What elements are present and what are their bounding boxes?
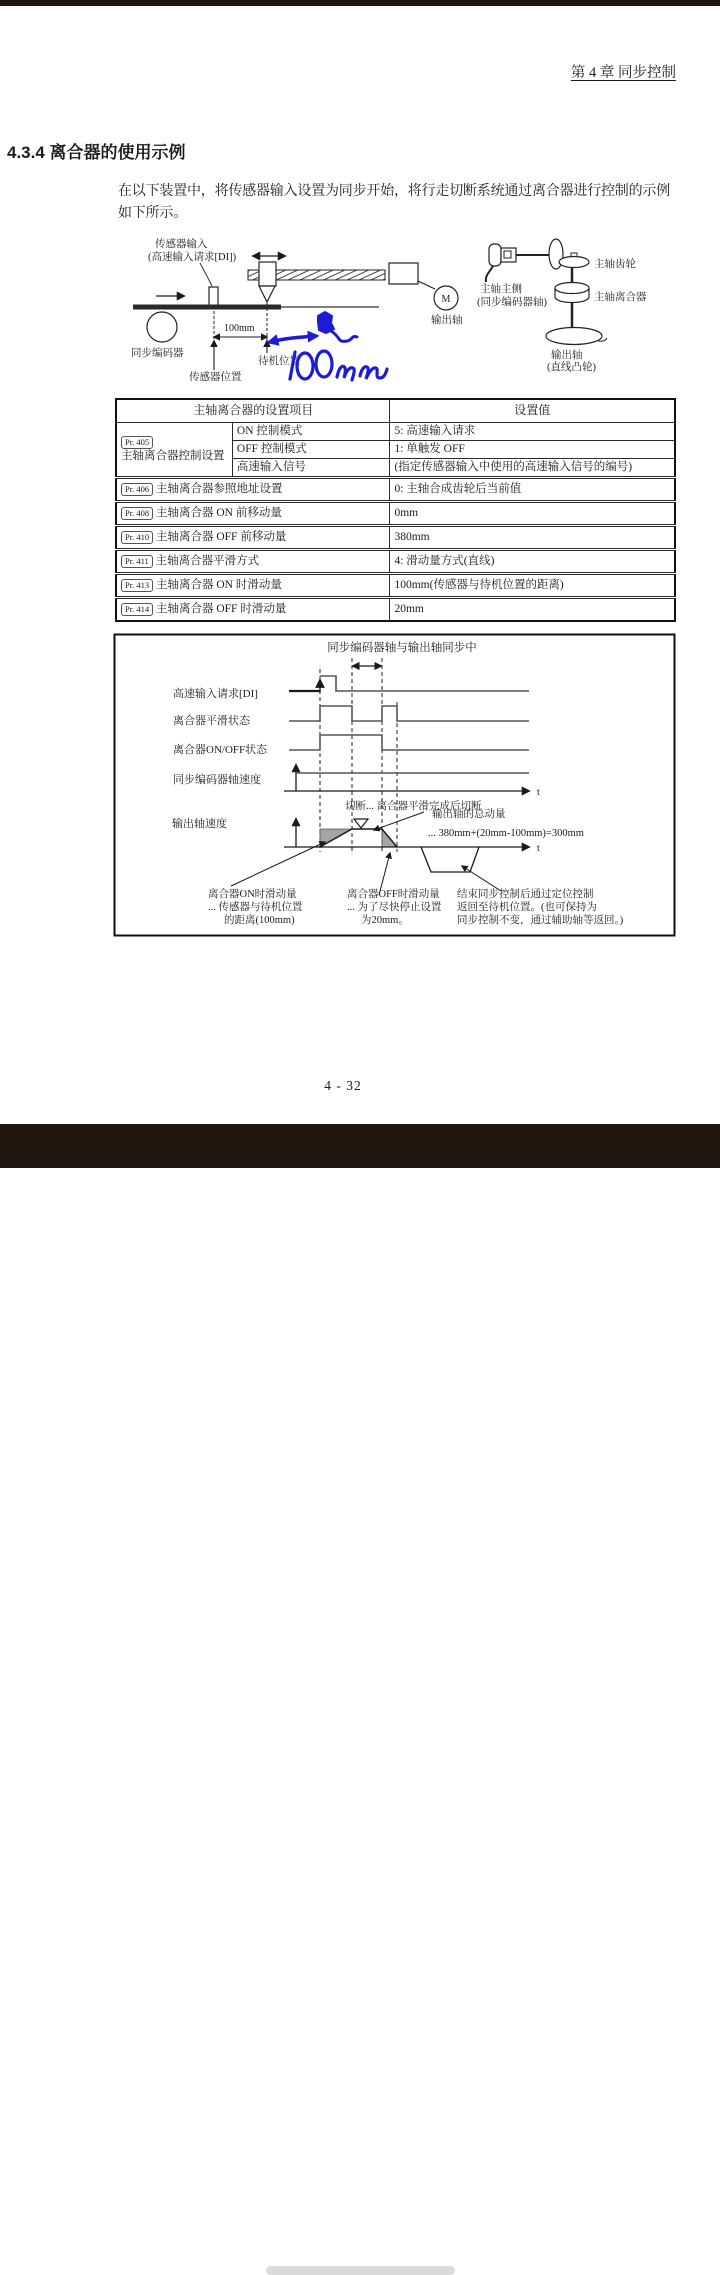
signal-label-di: 高速输入请求[DI] [173, 688, 258, 700]
note-end-line3: 同步控制不变，通过辅助轴等返回。) [457, 915, 624, 926]
pr411-badge: Pr. 411 [121, 555, 153, 568]
table-row [116, 550, 675, 574]
handwritten-double-arrow [270, 336, 316, 342]
screw-end-block [389, 263, 418, 284]
cutoff-annotation: 切断... 离合器平滑完成后切断 [345, 801, 482, 812]
pr406-badge: Pr. 406 [121, 483, 153, 496]
row-label: 主轴离合器平滑方式 [155, 554, 260, 567]
subrow-value: (指定传感器输入中使用的高速输入信号的编号) [390, 459, 675, 478]
status-bar [0, 0, 720, 6]
row-label: 主轴离合器参照地址设置 [155, 482, 283, 495]
col-header-item: 主轴离合器的设置项目 [116, 399, 390, 423]
section-title: 4.3.4 离合器的使用示例 [7, 143, 186, 162]
row-label: 主轴离合器 ON 前移动量 [155, 506, 282, 519]
table-row [116, 478, 675, 502]
pr405-group-cell [116, 423, 232, 478]
cutter-blade-icon [259, 286, 275, 302]
note-on-line1: 离合器ON时滑动量 [208, 889, 297, 900]
row-item-cell [116, 478, 390, 502]
row-label: 主轴离合器 ON 时滑动量 [155, 578, 282, 591]
signal-label-output-speed: 输出轴速度 [172, 818, 227, 830]
note-end-line2: 返回至待机位置。(也可保持为 [457, 902, 597, 913]
subrow-name: 高速输入信号 [232, 459, 390, 478]
signal-label-encoder-speed: 同步编码器轴速度 [173, 774, 261, 786]
row-item-cell [116, 502, 390, 526]
note-on-line2: ... 传感器与待机位置 [208, 902, 303, 913]
row-value: 20mm [390, 598, 675, 622]
main-gear-icon [559, 257, 589, 268]
row-value: 100mm(传感器与待机位置的距离) [390, 574, 675, 598]
motor-link-line [418, 281, 435, 289]
sensor-input-label-line2: (高速输入请求[DI]) [148, 252, 237, 263]
output-axis-label: 输出轴 [431, 315, 463, 326]
sensor-position-label: 传感器位置 [189, 372, 242, 383]
row-value: 4: 滑动量方式(直线) [390, 550, 675, 574]
standby-position-label: 待机位置 [258, 356, 300, 367]
pr414-badge: Pr. 414 [121, 603, 153, 616]
row-item-cell [116, 598, 390, 622]
intro-paragraph-line1: 在以下装置中，将传感器输入设置为同步开始，将行走切断系统通过离合器进行控制的示例 [118, 184, 670, 199]
note-end-line1: 结束同步控制后通过定位控制 [457, 889, 594, 900]
encoder-detail-icon [504, 251, 511, 258]
cam-output-label-line2: (直线凸轮) [547, 362, 596, 373]
home-indicator[interactable] [266, 2266, 455, 2275]
row-label: 主轴离合器 OFF 时滑动量 [155, 602, 287, 615]
linear-cam-icon [546, 328, 602, 345]
note-off-line2: ... 为了尽快停止设置 [347, 902, 442, 913]
row-value: 0: 主轴合成齿轮后当前值 [390, 478, 675, 502]
cam-output-label-line1: 输出轴 [551, 350, 583, 361]
pr408-badge: Pr. 408 [121, 507, 153, 520]
encoder-body-icon [489, 244, 501, 266]
handwritten-100mm [290, 351, 387, 380]
handwritten-squiggle [331, 331, 357, 341]
clutch-settings-table [115, 398, 676, 622]
timing-diagram [113, 633, 676, 937]
sensor-input-label-line1: 传感器输入 [155, 239, 208, 250]
sensor-icon [209, 287, 218, 306]
pr405-label: 主轴离合器控制设置 [121, 449, 225, 462]
sensor-leader-line [200, 263, 212, 286]
signal-label-smooth: 离合器平滑状态 [173, 715, 250, 727]
main-gear-label: 主轴齿轮 [594, 259, 636, 270]
table-row [116, 598, 675, 622]
navigation-bar [0, 1124, 720, 1168]
row-item-cell [116, 550, 390, 574]
chapter-header: 第 4 章 同步控制 [570, 65, 676, 81]
row-value: 380mm [390, 526, 675, 550]
page-number: 4 - 32 [324, 1078, 362, 1093]
table-row [116, 423, 675, 441]
subrow-value: 1: 单触发 OFF [390, 441, 675, 459]
subrow-name: OFF 控制模式 [232, 441, 390, 459]
machine-diagram [120, 233, 680, 398]
col-header-value: 设置值 [390, 399, 675, 423]
total-movement-line2: ... 380mm+(20mm-100mm)=300mm [428, 828, 584, 839]
note-off-line3: 为20mm。 [361, 915, 409, 926]
row-item-cell [116, 574, 390, 598]
note-off-line1: 离合器OFF时滑动量 [347, 889, 440, 900]
table-row [116, 502, 675, 526]
intro-paragraph-line2: 如下所示。 [118, 206, 187, 221]
handwritten-annotation [270, 312, 387, 380]
total-movement-line1: 输出轴的总动量 [432, 809, 506, 820]
pr405-badge: Pr. 405 [121, 436, 153, 449]
main-side-label-line1: 主轴主侧 [480, 284, 522, 295]
pr413-badge: Pr. 413 [121, 579, 153, 592]
encoder-roller-icon [147, 312, 177, 342]
timing-title: 同步编码器轴与输出轴同步中 [327, 642, 477, 654]
subrow-name: ON 控制模式 [232, 423, 390, 441]
table-row [116, 526, 675, 550]
table-row [116, 574, 675, 598]
pr410-badge: Pr. 410 [121, 531, 153, 544]
clutch-top-disc [555, 283, 589, 294]
sync-encoder-label: 同步编码器 [131, 348, 184, 359]
main-side-label-line2: (同步编码器轴) [477, 297, 547, 308]
t-label-2: t [537, 843, 540, 854]
note-on-line3: 的距离(100mm) [224, 915, 295, 926]
table-header-row [116, 399, 675, 423]
dimension-100mm-label: 100mm [224, 323, 255, 334]
encoder-cable [486, 266, 493, 282]
row-value: 0mm [390, 502, 675, 526]
cutter-carriage [259, 262, 276, 286]
row-label: 主轴离合器 OFF 前移动量 [155, 530, 287, 543]
row-item-cell [116, 526, 390, 550]
signal-label-onoff: 离合器ON/OFF状态 [173, 744, 268, 756]
t-label-1: t [537, 787, 540, 798]
motor-m-label: M [441, 294, 451, 305]
main-clutch-label: 主轴离合器 [594, 292, 647, 303]
subrow-value: 5: 高速输入请求 [390, 423, 675, 441]
